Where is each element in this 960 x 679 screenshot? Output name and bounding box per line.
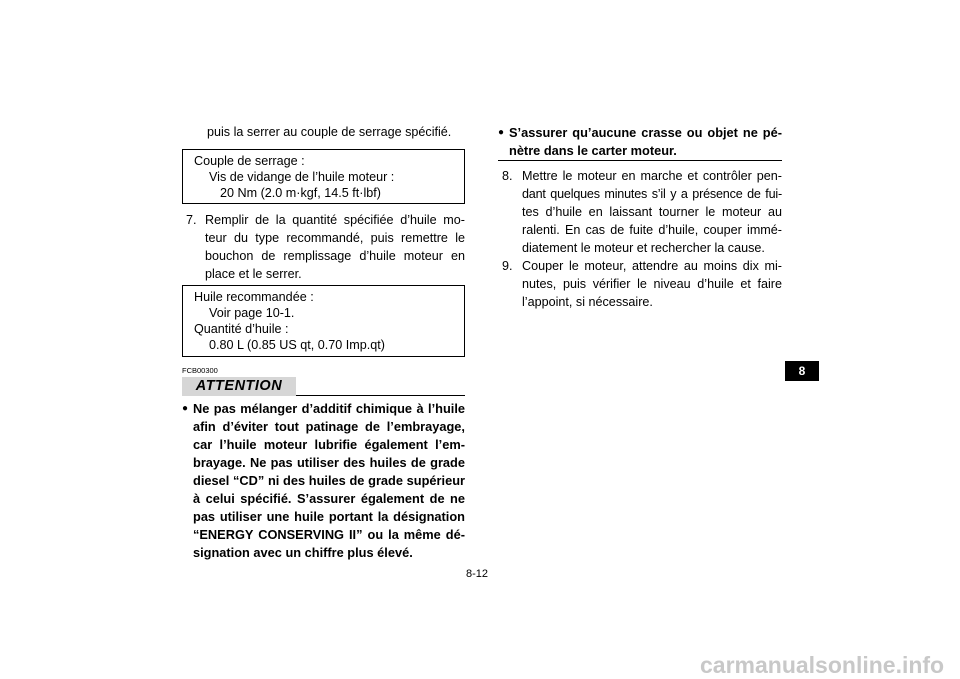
step-8-number: 8.	[502, 169, 513, 183]
step-7-line-2: teur du type recommandé, puis remettre le	[205, 231, 465, 245]
attention-line-6: à celui spécifié. S’assurer également de ne	[193, 491, 465, 506]
step-8-line-3: tes d’huile en laissant tourner le moteur au	[522, 205, 782, 219]
oil-see-page: Voir page 10-1.	[209, 306, 295, 320]
chapter-tab: 8	[785, 361, 819, 381]
oil-quantity-value: 0.80 L (0.85 US qt, 0.70 Imp.qt)	[209, 338, 385, 352]
step-8-line-5: diatement le moteur et rechercher la cause.	[522, 241, 765, 255]
attention-line-1: Ne pas mélanger d’additif chimique à l’huile	[193, 401, 465, 416]
intro-line: puis la serrer au couple de serrage spécifié.	[207, 125, 452, 139]
watermark: carmanualsonline.info	[700, 652, 945, 678]
warning-line-2: nètre dans le carter moteur.	[509, 143, 677, 158]
attention-rule	[296, 395, 465, 396]
step-8-line-2: dant quelques minutes s’il y a présence de fui-	[522, 187, 782, 201]
step-8-line-4: ralenti. En cas de fuite d’huile, couper immé-	[522, 223, 782, 237]
step-7-number: 7.	[186, 213, 197, 227]
attention-code: FCB00300	[182, 366, 218, 375]
attention-line-5: diesel “CD” ni des huiles de grade supérieur	[193, 473, 465, 488]
bullet-icon: ●	[498, 127, 505, 138]
attention-line-3: car l’huile moteur lubrifie également l’em-	[193, 437, 465, 452]
step-7-line-1: Remplir de la quantité spécifiée d’huile mo-	[205, 213, 465, 227]
step-9-line-2: nutes, puis vérifier le niveau d’huile et faire	[522, 277, 782, 291]
bullet-icon: ●	[182, 403, 189, 414]
warning-line-1: S’assurer qu’aucune crasse ou objet ne pé-	[509, 125, 782, 140]
torque-value: 20 Nm (2.0 m·kgf, 14.5 ft·lbf)	[220, 186, 381, 200]
torque-spec-box	[182, 149, 465, 204]
attention-line-9: signation avec un chiffre plus élevé.	[193, 545, 413, 560]
torque-title: Couple de serrage :	[194, 154, 305, 168]
warning-rule	[498, 160, 782, 161]
oil-quantity-label: Quantité d’huile :	[194, 322, 289, 336]
step-8-line-1: Mettre le moteur en marche et contrôler pen-	[522, 169, 782, 183]
page-number: 8-12	[466, 568, 489, 580]
attention-line-8: “ENERGY CONSERVING II” ou la même dé-	[193, 527, 465, 542]
torque-item: Vis de vidange de l’huile moteur :	[209, 170, 395, 184]
step-9-number: 9.	[502, 259, 513, 273]
attention-line-2: afin d’éviter tout patinage de l’embrayage,	[193, 419, 465, 434]
oil-title: Huile recommandée :	[194, 290, 314, 304]
step-9-line-3: l’appoint, si nécessaire.	[522, 295, 653, 309]
step-9-line-1: Couper le moteur, attendre au moins dix mi-	[522, 259, 782, 273]
attention-label: ATTENTION	[182, 377, 296, 396]
step-7-line-3: bouchon de remplissage d’huile moteur en	[205, 249, 465, 263]
oil-spec-box	[182, 285, 465, 357]
step-7-line-4: place et le serrer.	[205, 267, 302, 281]
attention-line-7: pas utiliser une huile portant la désignation	[193, 509, 465, 524]
attention-line-4: brayage. Ne pas utiliser des huiles de grade	[193, 455, 465, 470]
